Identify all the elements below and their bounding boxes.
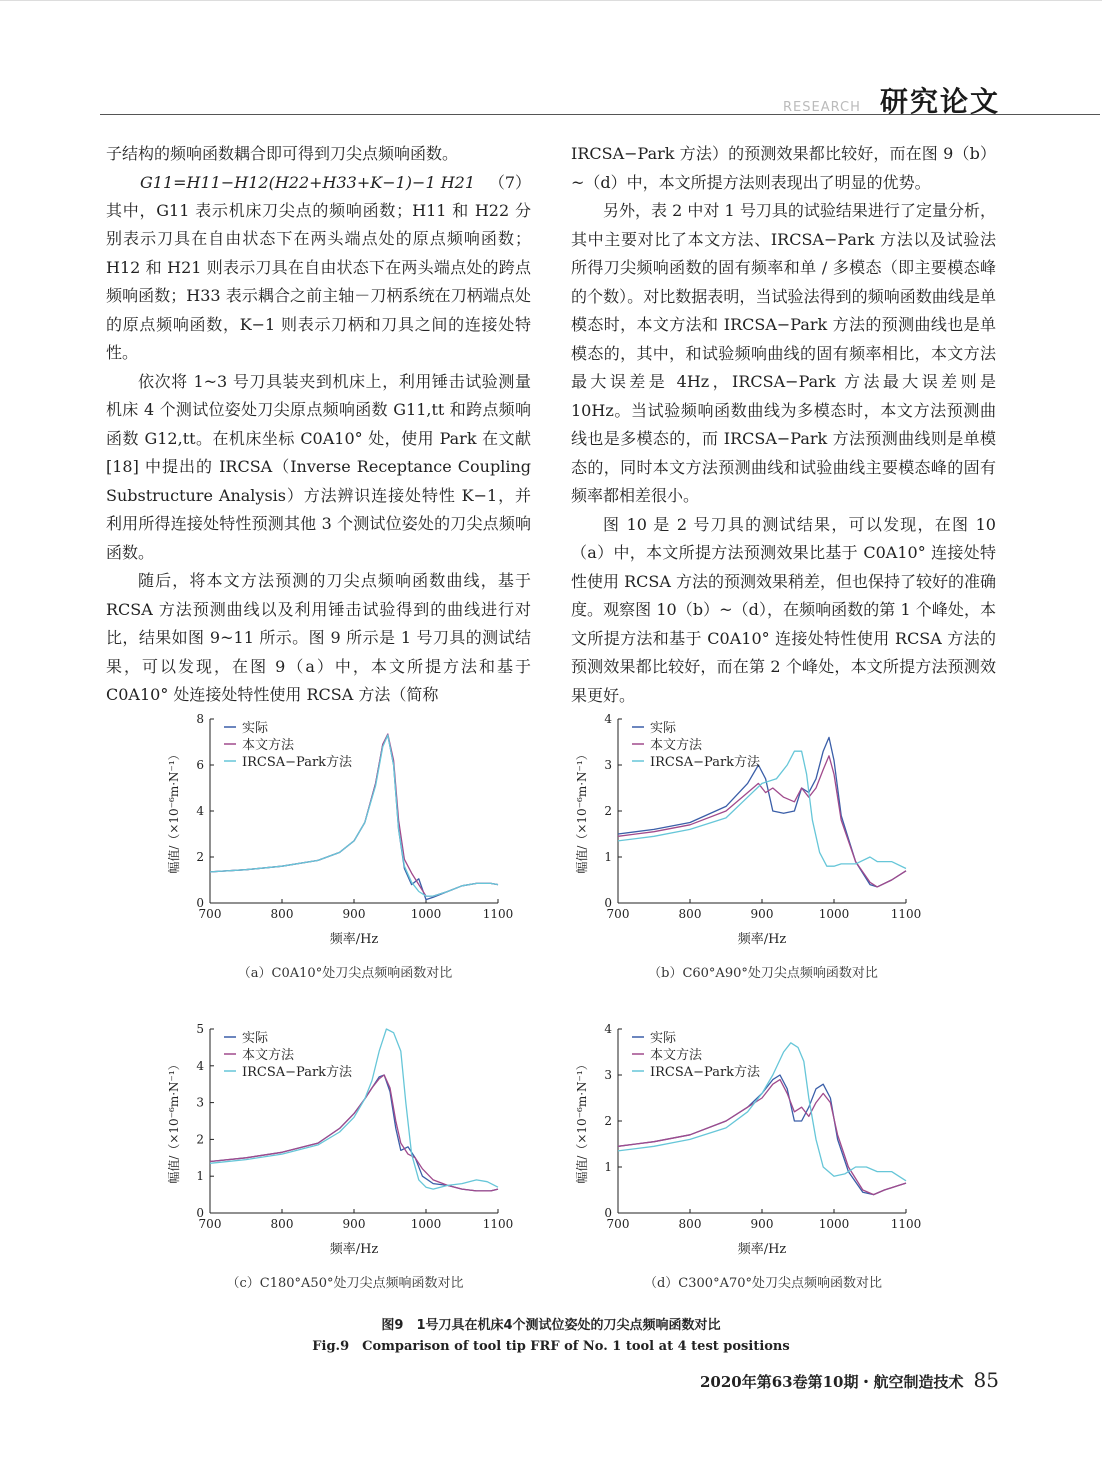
x-tick-label: 700 <box>606 907 630 921</box>
journal-issue: 2020年第63卷第10期・航空制造技术 <box>700 1373 964 1391</box>
legend-label: IRCSA−Park方法 <box>650 755 761 770</box>
x-tick-label: 800 <box>678 1217 702 1231</box>
x-axis-label: 频率/Hz <box>329 932 379 947</box>
page-number: 85 <box>973 1368 999 1392</box>
right-column <box>571 140 996 710</box>
chart-d <box>568 1015 938 1265</box>
figure-caption-cn: 图9 1号刀具在机床4个测试位姿处的刀尖点频响函数对比 <box>381 1318 721 1333</box>
legend-label: IRCSA−Park方法 <box>242 1065 353 1080</box>
chart-caption: （a）C0A10°处刀尖点频响函数对比 <box>237 966 453 981</box>
figure-caption-en: Fig.9 Comparison of tool tip FRF of No. 1 tool at 4 test positions <box>312 1339 790 1354</box>
paragraph: 子结构的频响函数耦合即可得到刀尖点频响函数。 <box>106 144 459 163</box>
chart-a <box>160 705 530 955</box>
header-rule <box>100 114 1100 115</box>
y-tick-label: 0 <box>604 896 612 910</box>
x-tick-label: 900 <box>342 1217 366 1231</box>
legend-label: 本文方法 <box>242 738 295 753</box>
legend-label: 实际 <box>650 1031 677 1046</box>
series-line-2 <box>618 1080 906 1195</box>
equation-number: （7） <box>488 172 531 192</box>
x-tick-label: 1000 <box>818 1217 850 1231</box>
equation-7 <box>106 169 531 197</box>
chart-b <box>568 705 938 955</box>
y-axis-label: 幅值/（×10⁻⁶m·N⁻¹） <box>167 748 181 874</box>
equation-formula: G11=H11−H12(H22+H33+K−1)−1 H21 <box>140 172 476 192</box>
x-tick-label: 1100 <box>890 907 922 921</box>
x-tick-label: 900 <box>750 907 774 921</box>
series-line-1 <box>210 1075 498 1191</box>
paragraph: 随后，将本文方法预测的刀尖点频响函数曲线，基于 RCSA 方法预测曲线以及利用锤击试验得到的曲线进行对比，结果如图 9~11 所示。图 9 所示是 1 号刀具的测试结果，可以发现，在图 9（a）中，本文所提方法和基于 C0A10° 处连接处特性使用 RCSA 方法（简称 <box>106 571 531 704</box>
chart-svg <box>568 1015 938 1265</box>
x-tick-label: 900 <box>750 1217 774 1231</box>
x-tick-label: 800 <box>678 907 702 921</box>
y-tick-label: 2 <box>196 850 204 864</box>
paragraph: 依次将 1~3 号刀具装夹到机床上，利用锤击试验测量机床 4 个测试位姿处刀尖原点频响函数 G11,tt 和跨点频响函数 G12,tt。在机床坐标 C0A10° 处，使用 Park 在文献 [18] 中提出的 IRCSA（Inverse Receptance Coupling Substructure Analysis）方法辨识连接处特性 K−1，并利用所得连接处特性预测其他 3 个测试位姿处的刀尖点频响函数。 <box>106 371 531 562</box>
chart-caption: （b）C60°A90°处刀尖点频响函数对比 <box>648 966 878 981</box>
series-line-2 <box>210 1075 498 1191</box>
paragraph: 其中，G11 表示机床刀尖点的频响函数；H11 和 H22 分别表示刀具在自由状态下在两头端点处的原点频响函数；H12 和 H21 则表示刀具在自由状态下在两头端点处的跨点频响函数；H33 表示耦合之前主轴－刀柄系统在刀柄端点处的原点频响函数，K−1 则表示刀柄和刀具之间的连接处特性。 <box>106 200 531 362</box>
chart-caption: （d）C300°A70°处刀尖点频响函数对比 <box>643 1276 882 1291</box>
y-tick-label: 5 <box>196 1022 204 1036</box>
legend-label: 本文方法 <box>242 1048 295 1063</box>
page-footer <box>700 1368 999 1392</box>
legend-label: 实际 <box>242 721 269 736</box>
y-tick-label: 2 <box>604 804 612 818</box>
y-tick-label: 0 <box>196 1206 204 1220</box>
y-tick-label: 0 <box>196 896 204 910</box>
x-tick-label: 700 <box>198 1217 222 1231</box>
legend-label: 本文方法 <box>650 738 703 753</box>
x-tick-label: 800 <box>270 1217 294 1231</box>
x-tick-label: 1000 <box>818 907 850 921</box>
x-tick-label: 1100 <box>482 907 514 921</box>
y-tick-label: 3 <box>604 1068 612 1082</box>
x-tick-label: 1000 <box>410 1217 442 1231</box>
legend-label: IRCSA−Park方法 <box>650 1065 761 1080</box>
y-tick-label: 4 <box>196 804 204 818</box>
y-tick-label: 3 <box>196 1095 204 1110</box>
x-axis-label: 频率/Hz <box>737 1242 787 1257</box>
header-section-title: 研究论文 <box>880 85 1001 118</box>
y-axis-label: 幅值/（×10⁻⁶m·N⁻¹） <box>575 748 589 874</box>
y-axis-label: 幅值/（×10⁻⁶m·N⁻¹） <box>575 1058 589 1184</box>
y-tick-label: 3 <box>604 758 612 772</box>
chart-svg <box>568 705 938 955</box>
y-tick-label: 1 <box>604 850 612 864</box>
y-tick-label: 4 <box>196 1058 204 1073</box>
y-tick-label: 1 <box>604 1160 612 1174</box>
y-tick-label: 2 <box>604 1114 612 1128</box>
x-axis-label: 频率/Hz <box>329 1242 379 1257</box>
legend-label: 实际 <box>242 1031 269 1046</box>
y-tick-label: 4 <box>604 712 612 726</box>
paragraph: 另外，表 2 中对 1 号刀具的试验结果进行了定量分析，其中主要对比了本文方法、IRCSA−Park 方法以及试验法所得刀尖频响函数的固有频率和单 / 多模态（即主要模态峰的个数）。对比数据表明，当试验法得到的频响函数曲线是单模态时，本文方法和 IRCSA−Park 方法的预测曲线也是单模态的，其中，和试验频响曲线的固有频率相比，本文方法最大误差是 4Hz，IRCSA−Park 方法最大误差则是 10Hz。当试验频响函数曲线为多模态时，本文方法预测曲线也是多模态的，而 IRCSA−Park 方法预测曲线则是单模态的，同时本文方法预测曲线和试验曲线主要模态峰的固有频率都相差很小。 <box>571 201 996 505</box>
x-tick-label: 700 <box>606 1217 630 1231</box>
paragraph: IRCSA−Park 方法）的预测效果都比较好，而在图 9（b）~（d）中，本文所提方法则表现出了明显的优势。 <box>571 144 996 192</box>
x-tick-label: 1100 <box>482 1217 514 1231</box>
x-tick-label: 900 <box>342 907 366 921</box>
series-line-3 <box>618 1043 906 1181</box>
chart-svg <box>160 1015 530 1265</box>
header-research-label: RESEARCH <box>783 100 861 115</box>
y-tick-label: 0 <box>604 1206 612 1220</box>
y-axis-label: 幅值/（×10⁻⁶m·N⁻¹） <box>167 1058 181 1184</box>
chart-c <box>160 1015 530 1265</box>
x-axis-label: 频率/Hz <box>737 932 787 947</box>
x-tick-label: 1100 <box>890 1217 922 1231</box>
left-column <box>106 140 531 710</box>
y-tick-label: 8 <box>196 712 204 726</box>
y-tick-label: 4 <box>604 1022 612 1036</box>
y-tick-label: 2 <box>196 1132 204 1147</box>
x-tick-label: 1000 <box>410 907 442 921</box>
y-tick-label: 1 <box>196 1169 204 1184</box>
legend-label: IRCSA−Park方法 <box>242 755 353 770</box>
x-tick-label: 700 <box>198 907 222 921</box>
chart-caption: （c）C180°A50°处刀尖点频响函数对比 <box>226 1276 464 1291</box>
series-line-2 <box>618 756 906 887</box>
paragraph: 图 10 是 2 号刀具的测试结果，可以发现，在图 10（a）中，本文所提方法预测效果比基于 C0A10° 连接处特性使用 RCSA 方法的预测效果稍差，但也保持了较好的准确度。观察图 10（b）~（d），在频响函数的第 1 个峰处，本文所提方法和基于 C0A10° 连接处特性使用 RCSA 方法的预测效果都比较好，而在第 2 个峰处，本文所提方法预测效果更好。 <box>571 514 996 705</box>
chart-svg <box>160 705 530 955</box>
top-border <box>0 0 1102 1</box>
y-tick-label: 6 <box>196 758 204 772</box>
legend-label: 实际 <box>650 721 677 736</box>
x-tick-label: 800 <box>270 907 294 921</box>
legend-label: 本文方法 <box>650 1048 703 1063</box>
